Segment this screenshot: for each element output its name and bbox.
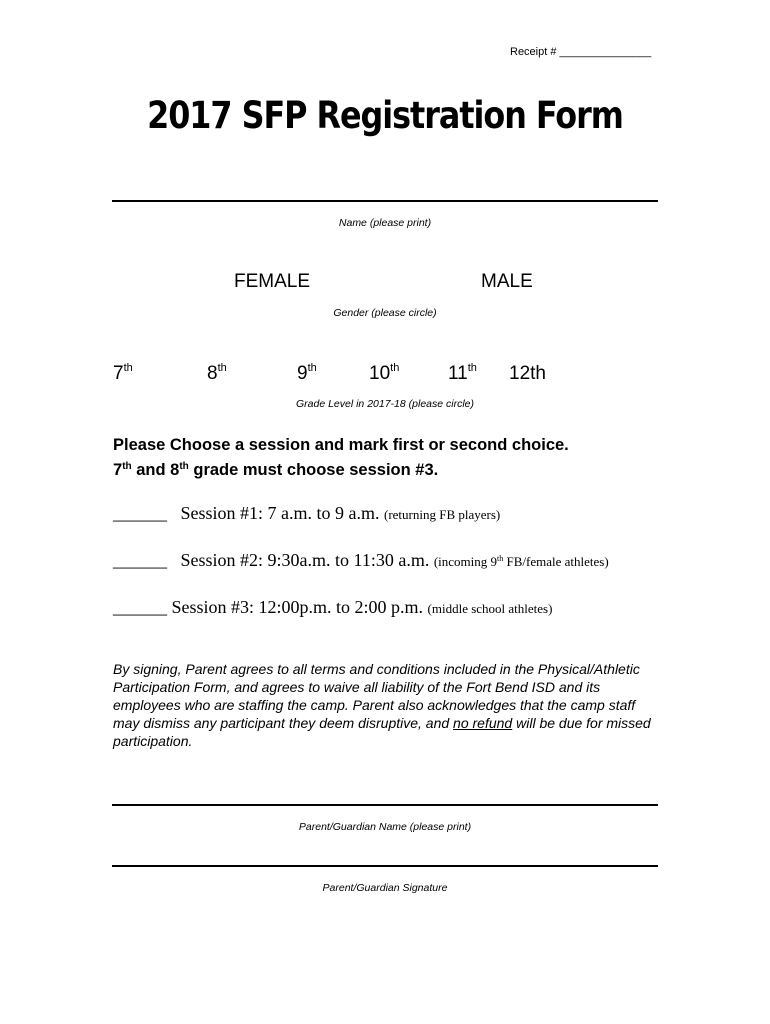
guardian-name-caption: Parent/Guardian Name (please print) [298, 821, 472, 833]
grade-option-8[interactable]: 8th [207, 362, 227, 384]
guardian-name-line[interactable] [112, 804, 658, 806]
grade-option-11[interactable]: 11th [448, 362, 477, 384]
session-1-note: (returning FB players) [384, 507, 501, 522]
session-2-option[interactable] [113, 550, 609, 571]
session-1-choice-blank[interactable]: ______ [113, 503, 167, 523]
session-instructions [113, 434, 569, 481]
name-signature-line[interactable] [112, 200, 658, 202]
gender-option-female[interactable]: FEMALE [234, 271, 311, 292]
guardian-signature-line[interactable] [112, 865, 658, 867]
session-3-note: (middle school athletes) [427, 601, 553, 616]
session-3-label: Session #3: 12:00p.m. to 2:00 p.m. [171, 597, 424, 617]
session-2-label: Session #2: 9:30a.m. to 11:30 a.m. [180, 550, 430, 570]
grade-option-12[interactable]: 12th [509, 363, 546, 384]
session-1-label: Session #1: 7 a.m. to 9 a.m. [180, 503, 380, 523]
grade-option-7[interactable]: 7th [113, 362, 133, 384]
session-1-option[interactable] [113, 503, 500, 524]
instructions-line-2: 7th and 8th grade must choose session #3. [113, 461, 439, 479]
grade-option-9[interactable]: 9th [297, 362, 317, 384]
session-3-choice-blank[interactable]: ______ [113, 597, 167, 617]
instructions-line-1: Please Choose a session and mark first or second choice. [113, 436, 569, 454]
session-2-note: (incoming 9th FB/female athletes) [433, 554, 609, 569]
session-2-choice-blank[interactable]: ______ [113, 550, 167, 570]
form-title: 2017 SFP Registration Form [147, 94, 623, 137]
name-caption: Name (please print) [338, 217, 432, 229]
gender-option-male[interactable]: MALE [481, 271, 533, 292]
receipt-number-field: Receipt # _______________ [510, 46, 652, 58]
grade-caption: Grade Level in 2017-18 (please circle) [295, 398, 474, 410]
grade-option-10[interactable]: 10th [369, 362, 400, 384]
guardian-signature-caption: Parent/Guardian Signature [322, 882, 448, 894]
session-3-option[interactable] [113, 597, 552, 618]
no-refund-text: no refund [453, 715, 513, 731]
consent-statement: By signing, Parent agrees to all terms and conditions included in the Physical/Athletic Participation Form, and agrees to waive all liability of the Fort Bend ISD and its employees who are staffing the camp. Parent also acknowledges that the camp staff may dismiss any participant they deem disruptive, and no refund will be due for missed participation. [113, 661, 651, 749]
gender-caption: Gender (please circle) [333, 307, 437, 319]
